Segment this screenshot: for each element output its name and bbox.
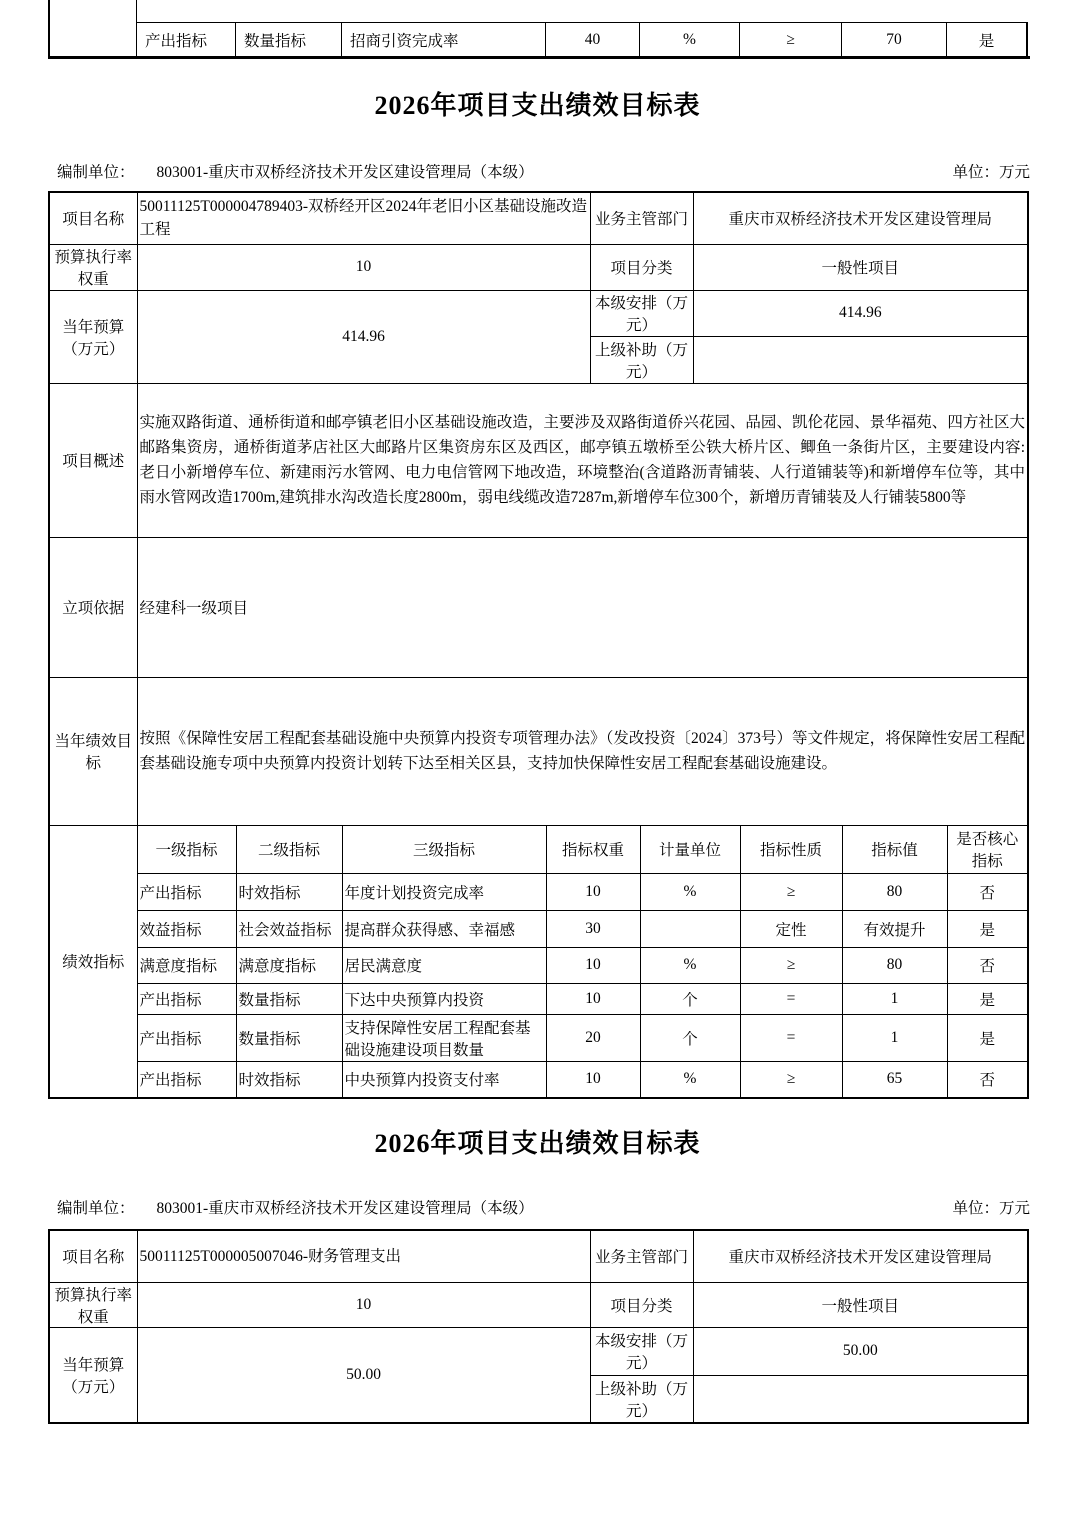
overview-value: 实施双路街道、通桥街道和邮亭镇老旧小区基础设施改造，主要涉及双路街道侨兴花园、品园、凯伦花园、景华福苑、四方社区大邮路集资房，通桥街道茅店社区大邮路片区集资房东区及西区，邮亭镇五墩桥至公铁大桥片区、鲫鱼一条街片区，主要建设内容:老日小新增停车位、新建雨污水管网、电力电信管网下地改造，环境整治(含道路沥青铺装、人行道铺装等)和新增停车位等，其中雨水管网改造1700m,建筑排水沟改造长度2800m，弱电线缆改造7287m,新增停车位300个，新增历青铺装及人行铺装5800等 [137, 383, 1028, 537]
perf-label: 绩效指标 [49, 825, 137, 1098]
performance-target-table-2 [48, 1229, 1029, 1424]
local-arrangement-label: 本级安排（万元） [590, 1327, 693, 1375]
indicator-row [49, 1061, 1028, 1098]
indicator-cell: 个 [640, 983, 740, 1014]
indicator-row [49, 983, 1028, 1014]
annual-goal-value: 按照《保障性安居工程配套基础设施中央预算内投资专项管理办法》（发改投资〔2024〕373号）等文件规定，将保障性安居工程配套基础设施专项中央预算内投资计划转下达至相关区县，支持加快保障性安居工程配套基础设施建设。 [137, 677, 1028, 825]
indicator-cell: 数量指标 [236, 1014, 342, 1061]
annual-budget-label: 当年预算（万元） [49, 1327, 137, 1423]
budget-exec-weight-label: 预算执行率权重 [49, 1282, 137, 1327]
basis-value: 经建科一级项目 [137, 537, 1028, 677]
annual-goal-label: 当年绩效目标 [49, 677, 137, 825]
performance-target-table-1 [48, 191, 1029, 1099]
indicator-cell: % [640, 1061, 740, 1098]
indicator-cell: 产出指标 [137, 1014, 236, 1061]
annual-budget-value: 414.96 [137, 290, 590, 383]
local-arrangement-value: 50.00 [693, 1327, 1028, 1375]
table-bottom-border [48, 56, 1030, 59]
indicator-cell: 10 [546, 983, 640, 1014]
indicator-cell: 提高群众获得感、幸福感 [342, 910, 546, 947]
indicator-row [49, 873, 1028, 910]
indicator-cell: 中央预算内投资支付率 [342, 1061, 546, 1098]
indicator-header-cell: 指标值 [842, 825, 947, 873]
indicator-cell: 65 [842, 1061, 947, 1098]
indicator-cell: 否 [947, 873, 1028, 910]
indicator-cell: 产出指标 [137, 1061, 236, 1098]
indicator-cell: 产出指标 [137, 983, 236, 1014]
indicator-cell: 30 [546, 910, 640, 947]
annual-budget-label: 当年预算（万元） [49, 290, 137, 383]
indicator-cell: = [740, 983, 842, 1014]
superior-subsidy-label: 上级补助（万元） [590, 1375, 693, 1423]
indicator-row [49, 910, 1028, 947]
unit-note: 单位：万元 [952, 1200, 1030, 1217]
indicator-cell: 产出指标 [137, 23, 236, 56]
indicator-cell [640, 910, 740, 947]
indicator-cell: 数量指标 [236, 23, 342, 56]
indicator-cell: ≥ [740, 947, 842, 983]
indicator-header-cell: 指标权重 [546, 825, 640, 873]
indicator-cell: 支持保障性安居工程配套基础设施建设项目数量 [342, 1014, 546, 1061]
indicator-cell: 满意度指标 [137, 947, 236, 983]
dept-label: 业务主管部门 [590, 1230, 693, 1282]
indicator-cell: 40 [546, 23, 640, 56]
indicator-header-cell: 指标性质 [740, 825, 842, 873]
indicator-cell: 否 [947, 947, 1028, 983]
indicator-cell: 社会效益指标 [236, 910, 342, 947]
indicator-cell: 否 [947, 1061, 1028, 1098]
indicator-cell: % [640, 947, 740, 983]
overview-label: 项目概述 [49, 383, 137, 537]
indicator-cell: 是 [947, 1014, 1028, 1061]
indicator-cell: % [640, 23, 740, 56]
indicator-cell: 70 [842, 23, 947, 56]
indicator-cell: = [740, 1014, 842, 1061]
fragment-rowspan-cell [48, 0, 137, 56]
indicator-cell: 产出指标 [137, 873, 236, 910]
indicator-cell: 80 [842, 947, 947, 983]
superior-subsidy-value [693, 1375, 1028, 1423]
superior-subsidy-value [693, 336, 1028, 383]
indicator-cell: 1 [842, 983, 947, 1014]
indicator-cell: ≥ [740, 1061, 842, 1098]
indicator-cell: 有效提升 [842, 910, 947, 947]
org-label: 编制单位： [57, 1200, 135, 1217]
indicator-cell: 个 [640, 1014, 740, 1061]
dept-value: 重庆市双桥经济技术开发区建设管理局 [693, 1230, 1028, 1282]
indicator-cell: 20 [546, 1014, 640, 1061]
indicator-cell: 招商引资完成率 [342, 23, 546, 56]
budget-exec-weight-value: 10 [137, 1282, 590, 1327]
meta-line [57, 160, 1030, 182]
fragment-indicator-row [137, 22, 1028, 56]
project-name-value: 50011125T000004789403-双桥经开区2024年老旧小区基础设施改造工程 [137, 192, 590, 244]
dept-value: 重庆市双桥经济技术开发区建设管理局 [693, 192, 1028, 244]
indicator-cell: ≥ [740, 873, 842, 910]
project-category-label: 项目分类 [590, 1282, 693, 1327]
indicator-cell: 时效指标 [236, 873, 342, 910]
unit-note: 单位：万元 [952, 164, 1030, 181]
basis-label: 立项依据 [49, 537, 137, 677]
indicator-header-cell: 一级指标 [137, 825, 236, 873]
indicator-cell: 时效指标 [236, 1061, 342, 1098]
indicator-cell: 10 [546, 873, 640, 910]
org-label: 编制单位： [57, 164, 135, 181]
indicator-cell: 1 [842, 1014, 947, 1061]
project-category-value: 一般性项目 [693, 244, 1028, 290]
budget-exec-weight-label: 预算执行率权重 [49, 244, 137, 290]
meta-line [57, 1196, 1030, 1218]
indicator-row [49, 1014, 1028, 1061]
indicator-cell: 10 [546, 947, 640, 983]
org-value: 803001-重庆市双桥经济技术开发区建设管理局（本级） [156, 164, 534, 181]
indicator-cell: % [640, 873, 740, 910]
indicator-header-cell: 二级指标 [236, 825, 342, 873]
superior-subsidy-label: 上级补助（万元） [590, 336, 693, 383]
page-title: 2026年项目支出绩效目标表 [374, 91, 701, 120]
indicator-cell: 居民满意度 [342, 947, 546, 983]
indicator-cell: 下达中央预算内投资 [342, 983, 546, 1014]
page-title: 2026年项目支出绩效目标表 [374, 1129, 701, 1158]
indicator-cell: 是 [947, 23, 1028, 56]
indicator-cell: ≥ [740, 23, 842, 56]
budget-exec-weight-value: 10 [137, 244, 590, 290]
indicator-header-cell: 三级指标 [342, 825, 546, 873]
indicator-cell: 80 [842, 873, 947, 910]
local-arrangement-value: 414.96 [693, 290, 1028, 336]
indicator-cell: 年度计划投资完成率 [342, 873, 546, 910]
indicator-cell: 效益指标 [137, 910, 236, 947]
project-category-value: 一般性项目 [693, 1282, 1028, 1327]
indicator-cell: 定性 [740, 910, 842, 947]
local-arrangement-label: 本级安排（万元） [590, 290, 693, 336]
indicator-cell: 是 [947, 983, 1028, 1014]
indicator-row [49, 947, 1028, 983]
indicator-header-cell: 是否核心指标 [947, 825, 1028, 873]
dept-label: 业务主管部门 [590, 192, 693, 244]
indicator-cell: 是 [947, 910, 1028, 947]
indicator-header-cell: 计量单位 [640, 825, 740, 873]
annual-budget-value: 50.00 [137, 1327, 590, 1423]
indicator-cell: 数量指标 [236, 983, 342, 1014]
indicator-cell: 满意度指标 [236, 947, 342, 983]
org-value: 803001-重庆市双桥经济技术开发区建设管理局（本级） [156, 1200, 534, 1217]
project-name-label: 项目名称 [49, 192, 137, 244]
project-category-label: 项目分类 [590, 244, 693, 290]
project-name-label: 项目名称 [49, 1230, 137, 1282]
indicator-cell: 10 [546, 1061, 640, 1098]
project-name-value: 50011125T000005007046-财务管理支出 [137, 1230, 590, 1282]
